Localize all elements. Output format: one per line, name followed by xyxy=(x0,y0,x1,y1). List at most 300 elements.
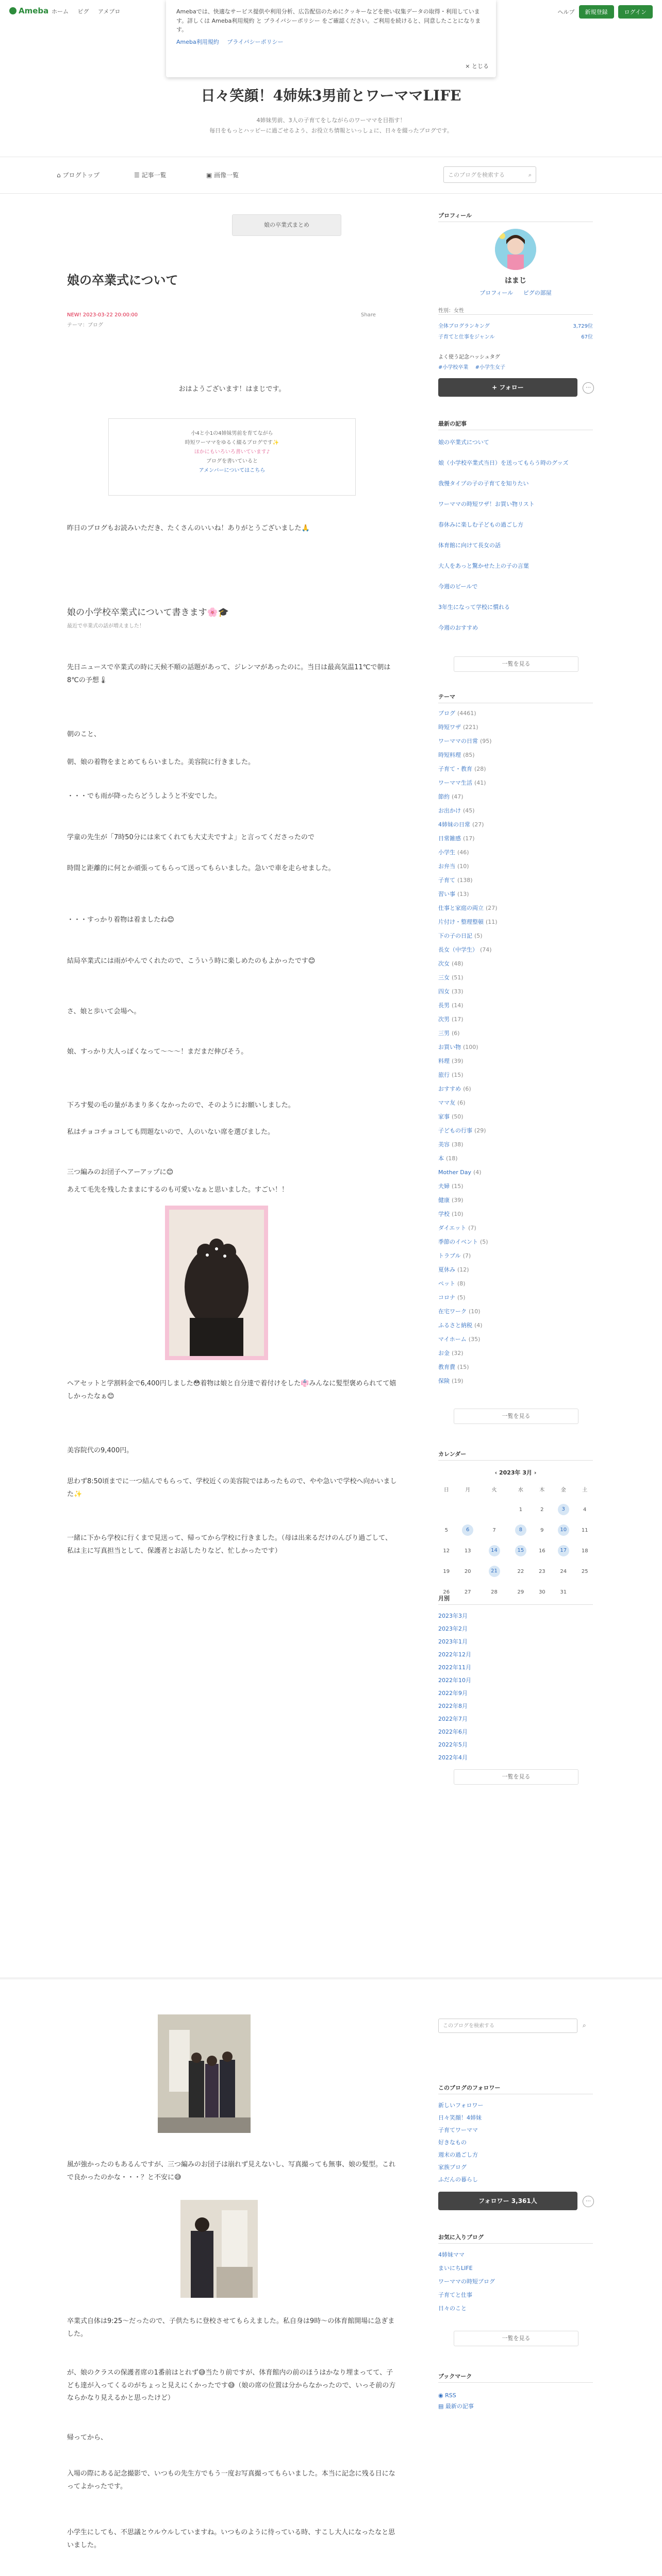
calendar-day-number: 25 xyxy=(581,1568,588,1574)
theme-item-count: (4) xyxy=(473,1169,482,1176)
ameba-logo[interactable] xyxy=(9,6,48,15)
calendar-day[interactable] xyxy=(507,1540,534,1561)
theme-item[interactable] xyxy=(438,766,593,772)
calendar-day xyxy=(507,1499,534,1520)
help-link[interactable]: ヘルプ xyxy=(557,9,575,15)
calendar-weekday: 水 xyxy=(518,1487,523,1493)
calendar-day xyxy=(438,1540,455,1561)
theme-item[interactable] xyxy=(438,1183,593,1190)
paragraph: 帰ってから、 xyxy=(67,2434,108,2442)
profile-name[interactable]: はまじ xyxy=(505,277,526,285)
calendar-month-label: 2023年 3月 xyxy=(499,1469,533,1476)
theme-item[interactable] xyxy=(438,724,593,731)
theme-item[interactable] xyxy=(438,863,593,870)
theme-item[interactable] xyxy=(438,988,593,995)
intro-line-2: 時短ワーママをゆるく綴るブログです✨ xyxy=(185,440,279,446)
notice-close-button[interactable]: × とじる xyxy=(465,63,489,70)
theme-item-label: 家事 xyxy=(438,1113,450,1120)
divider xyxy=(438,1604,593,1605)
theme-item-count: (7) xyxy=(468,1225,476,1231)
theme-item-count: (14) xyxy=(452,1002,464,1009)
amember-link[interactable]: アメンバーについてはこちら xyxy=(198,468,266,473)
calendar-heading: カレンダー xyxy=(438,1451,467,1458)
calendar-day xyxy=(576,1582,593,1602)
theme-item[interactable] xyxy=(438,1169,593,1176)
archive-item[interactable]: 2023年2月 xyxy=(438,1625,468,1632)
avatar-image xyxy=(495,229,536,270)
calendar-weekday: 木 xyxy=(539,1487,545,1493)
theme-item[interactable] xyxy=(438,1294,593,1301)
paragraph: 朝、娘の着物をまとめてもらいました。美容院に行きました。 xyxy=(67,758,255,766)
theme-item[interactable] xyxy=(438,1058,593,1064)
nav-article-list[interactable] xyxy=(134,171,167,179)
theme-item-label: ふるさと納税 xyxy=(438,1322,472,1329)
theme-item-label: Mother Day xyxy=(438,1169,472,1176)
paragraph: 思わず8:50頃までに一つ結んでもらって、学校近くの美容院ではあったもので、やや急いで学校へ向かいました✨ xyxy=(67,1478,397,1498)
theme-item[interactable] xyxy=(438,1308,593,1315)
archive-item[interactable]: 2022年7月 xyxy=(438,1716,468,1722)
theme-item[interactable] xyxy=(438,1280,593,1287)
calendar-day xyxy=(534,1520,551,1540)
paragraph: 先日ニュースで卒業式の時に天候不順の話題があって、ジレンマがあったのに。当日は最高気温11℃で朝は8℃の予想🌡 xyxy=(67,664,391,684)
favorite-item[interactable]: 子育てと仕事 xyxy=(438,2292,472,2298)
bookmark-heading: ブックマーク xyxy=(438,2373,472,2380)
theme-item-label: 長男 xyxy=(438,1002,450,1009)
recent-item[interactable]: 我慢タイプの子の子育てを知りたい xyxy=(438,480,529,487)
theme-item[interactable] xyxy=(438,849,593,856)
theme-item-label: 季節のイベント xyxy=(438,1239,478,1245)
theme-item-count: (29) xyxy=(474,1127,486,1134)
theme-item-count: (18) xyxy=(446,1155,458,1162)
paragraph: あえて毛先を残したままにするのも可愛いなぁと思いました。すごい！！ xyxy=(67,1186,289,1194)
calendar-day xyxy=(481,1582,507,1602)
calendar-day-number: 1 xyxy=(519,1506,523,1513)
terms-link[interactable]: Ameba利用規約 xyxy=(176,38,219,45)
theme-button[interactable]: 娘の卒業式まとめ xyxy=(232,214,341,236)
paragraph: 下ろす髪の毛の量があまり多くなかったので、そのようにお願いしました。 xyxy=(67,1101,295,1109)
favorite-item[interactable]: 日々のこと xyxy=(438,2305,467,2312)
paragraph: 私はチョコチョコしても問題ないので、人のいない席を選びました。 xyxy=(67,1128,274,1136)
more-options-icon[interactable]: ⋯ xyxy=(583,382,594,394)
archive-item[interactable]: 2022年6月 xyxy=(438,1728,468,1735)
ranking-row[interactable] xyxy=(438,321,593,329)
calendar-day-number: 30 xyxy=(538,1589,545,1595)
theme-item-label: 子育て xyxy=(438,877,455,884)
paragraph: 朝のこと、 xyxy=(67,731,101,738)
hairstyle-photo[interactable] xyxy=(165,1206,268,1360)
paragraph: 卒業式自体は9:25〜だったので、子供たちに登校させてもらえました。私自身は9時〜の体育館開場に急ぎました。 xyxy=(67,2317,395,2338)
archive-item[interactable]: 2022年12月 xyxy=(438,1651,471,1658)
theme-item-label: 健康 xyxy=(438,1197,450,1204)
theme-item-label: 仕事と家庭の両立 xyxy=(438,905,484,911)
calendar-day[interactable] xyxy=(550,1520,576,1540)
theme-item[interactable] xyxy=(438,1225,593,1231)
theme-item-count: (85) xyxy=(463,752,475,758)
theme-item-count: (39) xyxy=(452,1197,464,1204)
theme-item-count: (48) xyxy=(452,960,464,967)
theme-item-label: 四女 xyxy=(438,988,450,995)
theme-item[interactable] xyxy=(438,905,593,911)
nav-image-list[interactable] xyxy=(206,171,239,179)
theme-item[interactable] xyxy=(438,1113,593,1120)
theme-item-count: (11) xyxy=(486,919,498,925)
theme-item[interactable] xyxy=(438,1266,593,1273)
reader-item[interactable]: ふだんの暮らし xyxy=(438,2176,478,2183)
theme-item[interactable] xyxy=(438,933,593,939)
calendar-weekday: 月 xyxy=(465,1487,471,1493)
theme-item-label: おすすめ xyxy=(438,1086,461,1092)
theme-item-count: (47) xyxy=(452,793,464,800)
theme-item[interactable] xyxy=(438,1016,593,1023)
blog-description-line-1: 4姉妹男前、3人の子育てをしながらのワーママを目指す！ xyxy=(256,117,406,124)
cookie-notice-text: Amebaでは、快適なサービス提供や利用分析、広告配信のためにクッキーなどを使い収集データの取得・利用しています。詳しくは Ameba利用規約 と プライバシーポリシー をご確認ください。ご利用を続けると、同意したことになります。 xyxy=(176,8,481,33)
theme-item-count: (4461) xyxy=(457,710,476,717)
latest-link[interactable] xyxy=(438,2401,474,2412)
intro-line-4: ブログを書いていると xyxy=(206,459,258,464)
calendar-day xyxy=(455,1540,481,1561)
ranking-label: 全体ブログランキング xyxy=(438,324,490,329)
theme-item[interactable] xyxy=(438,1002,593,1009)
latest-label: 最新の記事 xyxy=(445,2402,474,2410)
recent-more-button[interactable]: 一覧を見る xyxy=(454,656,578,672)
theme-item[interactable] xyxy=(438,1044,593,1050)
sidebar-search-placeholder: このブログを検索する xyxy=(443,2023,494,2029)
theme-item[interactable] xyxy=(438,793,593,800)
reader-item[interactable]: 子育てワーママ xyxy=(438,2127,478,2133)
ranking-row[interactable] xyxy=(438,332,593,340)
top-nav-ameblo[interactable]: アメブロ xyxy=(98,8,121,15)
theme-item-count: (45) xyxy=(463,807,475,814)
archive-item[interactable]: 2022年10月 xyxy=(438,1677,471,1684)
calendar-day xyxy=(534,1582,551,1602)
theme-item-count: (19) xyxy=(452,1378,464,1384)
theme-item-count: (221) xyxy=(463,724,478,731)
rss-link[interactable] xyxy=(438,2391,474,2401)
profile-links xyxy=(438,289,593,297)
ameba-logo-icon xyxy=(9,7,16,14)
nav-blog-top[interactable] xyxy=(57,171,100,179)
theme-item-count: (13) xyxy=(457,891,469,897)
calendar-day xyxy=(455,1582,481,1602)
theme-item-count: (10) xyxy=(457,863,469,870)
theme-item[interactable] xyxy=(438,821,593,828)
theme-item[interactable] xyxy=(438,1086,593,1092)
theme-item-label: 教育費 xyxy=(438,1364,455,1370)
hashtag-item[interactable]: #小学校卒業 xyxy=(438,365,469,370)
recent-item[interactable]: 今週のおすすめ xyxy=(438,624,478,631)
greeting: おはようございます！はまじです。 xyxy=(178,385,286,393)
archive-item[interactable]: 2022年11月 xyxy=(438,1664,471,1671)
theme-item[interactable] xyxy=(438,1364,593,1370)
graduation-photo-1[interactable] xyxy=(158,2014,251,2133)
theme-item-label: 旅行 xyxy=(438,1072,450,1078)
favorite-item[interactable]: まいにちLIFE xyxy=(438,2265,473,2272)
graduation-photo-2-image xyxy=(180,2200,258,2298)
chevron-left-icon[interactable]: ‹ xyxy=(494,1469,499,1476)
hashtag-list xyxy=(438,363,505,370)
archive-item[interactable]: 2022年4月 xyxy=(438,1754,468,1761)
archive-item[interactable]: 2022年5月 xyxy=(438,1741,468,1748)
theme-item-label: 料理 xyxy=(438,1058,450,1064)
search-icon[interactable]: ⌕ xyxy=(583,2022,586,2029)
theme-item-count: (17) xyxy=(452,1016,464,1023)
blog-title[interactable]: 日々笑顔！4姉妹3男前とワーママLIFE xyxy=(201,87,461,104)
theme-item-label: ブログ xyxy=(438,710,455,717)
theme-item[interactable] xyxy=(438,877,593,884)
profile-heading: プロフィール xyxy=(438,212,472,219)
recent-item[interactable]: 体育館に向けて長女の話 xyxy=(438,542,501,549)
calendar-day xyxy=(438,1561,455,1582)
calendar-day[interactable] xyxy=(507,1520,534,1540)
calendar-day-number: 9 xyxy=(540,1527,544,1533)
section-heading: 娘の小学校卒業式について書きます🌸🎓 xyxy=(67,607,229,618)
recent-item[interactable]: 春休みに楽しむ子どもの過ごし方 xyxy=(438,521,523,528)
favorite-more-button[interactable]: 一覧を見る xyxy=(454,2331,578,2346)
theme-item-label: 子どもの行事 xyxy=(438,1127,472,1134)
archive-item[interactable]: 2023年1月 xyxy=(438,1638,468,1645)
theme-item[interactable] xyxy=(438,1141,593,1148)
reader-item[interactable]: 週末の過ごし方 xyxy=(438,2151,478,2158)
hairstyle-photo-image xyxy=(169,1210,264,1356)
hashtag-item[interactable]: #小学生女子 xyxy=(475,365,505,370)
calendar-day-number: 7 xyxy=(492,1527,496,1533)
paragraph: ・・・でも雨が降ったらどうしようと不安でした。 xyxy=(67,792,222,800)
intro-line-1: 小4と小1の4姉妹男前を育てながら xyxy=(191,431,273,436)
nav-blog-top-label: ブログトップ xyxy=(62,172,100,179)
paragraph: 時間と距離的に何とか頑張ってもらって送ってもらいました。急いで車を走らせました。 xyxy=(67,865,335,872)
theme-item[interactable] xyxy=(438,779,593,786)
profile-link[interactable]: プロフィール xyxy=(479,290,514,296)
avatar[interactable] xyxy=(495,229,536,270)
calendar-day-number: 16 xyxy=(538,1548,545,1554)
theme-item-label: 三女 xyxy=(438,974,450,981)
login-button[interactable]: ログイン xyxy=(618,5,653,19)
calendar-day xyxy=(438,1520,455,1540)
chevron-right-icon[interactable]: › xyxy=(532,1469,537,1476)
theme-item[interactable] xyxy=(438,710,593,717)
theme-item-count: (41) xyxy=(474,779,486,786)
signup-button[interactable]: 新規登録 xyxy=(579,5,614,19)
theme-item[interactable] xyxy=(438,1155,593,1162)
theme-item-count: (95) xyxy=(480,738,492,744)
calendar-day xyxy=(507,1561,534,1582)
theme-item-label: トラブル xyxy=(438,1252,461,1259)
calendar-day-number: 4 xyxy=(583,1506,587,1513)
home-icon: ⌂ xyxy=(57,172,63,179)
paragraph: 昨日のブログもお読みいただき、たくさんのいいね！ありがとうございました🙏 xyxy=(67,524,310,532)
graduation-photo-2[interactable] xyxy=(180,2200,258,2298)
paragraph: 一緒に下から学校に行くまで見送って、帰ってから学校に行きました。（母は出来るだけのんびり過ごして、私は主に写真担当として、保護者とお話したりなど、忙しかったです） xyxy=(67,1534,392,1555)
theme-item-label: 長女（中学生） xyxy=(438,946,478,953)
pigg-room-link[interactable]: ピグの部屋 xyxy=(523,290,552,296)
calendar-day-number: 8 xyxy=(515,1524,526,1536)
blog-search-input[interactable] xyxy=(443,166,536,183)
theme-item-label: 夏休み xyxy=(438,1266,455,1273)
theme-item[interactable] xyxy=(438,1197,593,1204)
calendar-day xyxy=(455,1499,481,1520)
intro-line-3: ほかにもいろいろ書いています♪ xyxy=(194,449,270,455)
calendar-day[interactable] xyxy=(550,1499,576,1520)
theme-item[interactable] xyxy=(438,1072,593,1078)
theme-item-label: 時短料理 xyxy=(438,752,461,758)
share-button[interactable]: Share xyxy=(361,312,376,318)
calendar-day[interactable] xyxy=(481,1561,507,1582)
theme-more-button[interactable]: 一覧を見る xyxy=(454,1409,578,1424)
theme-item[interactable] xyxy=(438,1127,593,1134)
theme-item[interactable] xyxy=(438,919,593,925)
follower-button[interactable]: フォロワー 3,361人 xyxy=(438,2192,577,2210)
ranking-label: 子育てと仕事をジャンル xyxy=(438,334,495,340)
theme-item-label: コロナ xyxy=(438,1294,455,1301)
theme-item-label: 日常雑感 xyxy=(438,835,461,842)
calendar-day-number: 5 xyxy=(444,1527,448,1533)
paragraph: が、娘のクラスの保護者席の1番前はとれず😅当たり前ですが、体育館内の前のほうはかなり埋まってて、子ども達が入ってくるのがちょっと見えにくかったです😅（娘の席の位置は分からなかったので、いっそ前の方ならかなり見えるかと思ったけど） xyxy=(67,2369,396,2402)
calendar-day-number: 6 xyxy=(462,1524,473,1536)
theme-item[interactable] xyxy=(438,1322,593,1329)
theme-item-label: ダイエット xyxy=(438,1225,467,1231)
calendar-day[interactable] xyxy=(481,1540,507,1561)
theme-item[interactable] xyxy=(438,1252,593,1259)
theme-item[interactable] xyxy=(438,752,593,758)
reader-item[interactable]: 新しいフォロワー xyxy=(438,2102,484,2109)
top-nav-pigg[interactable]: ピグ xyxy=(77,8,89,15)
theme-item[interactable] xyxy=(438,1030,593,1037)
theme-item[interactable] xyxy=(438,1350,593,1357)
recent-item[interactable]: 大人をあっと驚かせた上の子の言葉 xyxy=(438,563,529,569)
search-icon[interactable]: ⌕ xyxy=(528,172,532,178)
calendar-day-number: 22 xyxy=(517,1568,524,1574)
theme-item-count: (6) xyxy=(452,1030,460,1037)
theme-item-count: (28) xyxy=(474,766,486,772)
follow-button[interactable]: + フォロー xyxy=(438,378,577,397)
paragraph: 美容院代の9,400円。 xyxy=(67,1447,134,1454)
theme-item-label: お金 xyxy=(438,1350,450,1357)
theme-item-count: (100) xyxy=(463,1044,478,1050)
paragraph: 風が強かったのもあるんですが、三つ編みのお団子は崩れず見えないし、写真撮っても無事、娘の髪型。これで良かったのかな・・・？と不安に😅 xyxy=(67,2161,396,2181)
theme-item-count: (35) xyxy=(468,1336,481,1343)
graduation-photo-1-image xyxy=(158,2014,251,2133)
theme-item-count: (17) xyxy=(463,835,475,842)
theme-item-count: (5) xyxy=(474,933,483,939)
paragraph: さ、娘と歩いて会場へ。 xyxy=(67,1008,141,1015)
article-date xyxy=(67,312,376,318)
theme-item-count: (6) xyxy=(457,1099,466,1106)
theme-item[interactable] xyxy=(438,1336,593,1343)
calendar-day[interactable] xyxy=(550,1540,576,1561)
calendar-day-number: 10 xyxy=(558,1524,569,1536)
divider xyxy=(438,2243,593,2244)
theme-item-label: マイホーム xyxy=(438,1336,467,1343)
top-nav-home[interactable]: ホーム xyxy=(52,8,69,15)
calendar-day xyxy=(550,1561,576,1582)
reader-item[interactable]: 家族ブログ xyxy=(438,2164,467,2171)
theme-item-label: ワーママ生活 xyxy=(438,779,472,786)
paragraph: ・・・すっかり着物は着ましたね😊 xyxy=(67,916,174,924)
calendar-day xyxy=(481,1499,507,1520)
archive-heading: 月別 xyxy=(438,1595,450,1602)
more-options-icon[interactable]: ⋯ xyxy=(583,2196,594,2207)
calendar-day-number: 15 xyxy=(515,1545,526,1556)
calendar-day[interactable] xyxy=(455,1520,481,1540)
paragraph: ヘアセットと学割料金で6,400円しました😳着物は娘と自分達で着付けをした👘みんなに髪型褒められてて嬉しかったなぁ😊 xyxy=(67,1380,396,1400)
rss-icon: ◉ xyxy=(438,2392,445,2399)
paragraph: 三つ編みのお団子ヘアーアップに😊 xyxy=(67,1168,174,1176)
hashtag-heading: よく使う記念ハッシュタグ xyxy=(438,354,500,360)
calendar-day xyxy=(576,1540,593,1561)
theme-item-count: (138) xyxy=(457,877,473,884)
favorite-item[interactable]: 4姉妹ママ xyxy=(438,2251,465,2258)
theme-item[interactable] xyxy=(438,946,593,953)
reader-item[interactable]: 日々笑顔！4姉妹 xyxy=(438,2114,482,2121)
theme-item[interactable] xyxy=(438,1239,593,1245)
theme-item-label: 本 xyxy=(438,1155,444,1162)
recent-item[interactable]: 娘の卒業式について xyxy=(438,439,489,446)
archive-more-button[interactable]: 一覧を見る xyxy=(454,1769,578,1785)
theme-item-label: 夫婦 xyxy=(438,1183,450,1190)
theme-item-count: (5) xyxy=(457,1294,466,1301)
paragraph: 入場の際にある記念撮影で、いつもの先生方でもう一度お写真撮ってもらいました。本当に記念に残る日になってよかったです。 xyxy=(67,2470,395,2490)
calendar-day xyxy=(507,1582,534,1602)
theme-item[interactable] xyxy=(438,1211,593,1217)
favorite-item[interactable]: ワーママの時短ブログ xyxy=(438,2278,495,2285)
theme-item[interactable] xyxy=(438,960,593,967)
calendar-day-number: 31 xyxy=(560,1589,567,1595)
theme-item-count: (46) xyxy=(457,849,469,856)
paragraph: 娘、すっかり大人っぽくなって〜〜〜！まだまだ伸びそう。 xyxy=(67,1048,248,1056)
ameba-logo-text: Ameba xyxy=(19,6,49,15)
calendar-day-number: 29 xyxy=(517,1589,524,1595)
recent-item[interactable]: 今週のビールで xyxy=(438,583,478,590)
list-icon: ☰ xyxy=(134,172,142,179)
sidebar-search-input[interactable] xyxy=(438,2019,577,2033)
theme-item-label: 三男 xyxy=(438,1030,450,1037)
calendar-day xyxy=(576,1499,593,1520)
theme-item-count: (38) xyxy=(452,1141,464,1148)
theme-item[interactable] xyxy=(438,807,593,814)
theme-item[interactable] xyxy=(438,974,593,981)
theme-item-count: (33) xyxy=(452,988,464,995)
theme-item[interactable] xyxy=(438,891,593,897)
recent-item[interactable]: ワーママの時短ワザ！お買い物リスト xyxy=(438,501,535,507)
calendar-month xyxy=(438,1468,593,1477)
theme-item-label: 下の子の日記 xyxy=(438,933,472,939)
calendar-weekday: 火 xyxy=(491,1487,497,1493)
article-theme[interactable]: テーマ：ブログ xyxy=(67,323,103,328)
calendar-day-number: 27 xyxy=(464,1589,471,1595)
article-title[interactable]: 娘の卒業式について xyxy=(67,273,178,287)
theme-item-label: 子育て・教育 xyxy=(438,766,472,772)
theme-item-count: (10) xyxy=(452,1211,464,1217)
theme-item-label: 4姉妹の日常 xyxy=(438,821,470,828)
theme-item-count: (27) xyxy=(472,821,484,828)
theme-item[interactable] xyxy=(438,1099,593,1106)
theme-item-label: お買い物 xyxy=(438,1044,461,1050)
privacy-link[interactable]: プライバシーポリシー xyxy=(227,38,284,45)
image-icon: ▣ xyxy=(206,172,214,179)
theme-item[interactable] xyxy=(438,738,593,744)
blog-description-line-2: 毎日をもっとハッピーに過ごせるよう、お役立ち情報といっしょに、日々を綴ったブログです。 xyxy=(209,127,453,134)
recent-item[interactable]: 3年生になって学校に慣れる xyxy=(438,604,510,611)
recent-item[interactable]: 娘（小学校卒業式当日）を送ってもらう時のグッズ xyxy=(438,460,569,466)
theme-item[interactable] xyxy=(438,835,593,842)
archive-item[interactable]: 2023年3月 xyxy=(438,1613,468,1619)
reader-item[interactable]: 好きなもの xyxy=(438,2139,467,2146)
page-divider xyxy=(0,1977,662,1979)
theme-item[interactable] xyxy=(438,1378,593,1384)
archive-item[interactable]: 2022年9月 xyxy=(438,1690,468,1697)
archive-item[interactable]: 2022年8月 xyxy=(438,1703,468,1709)
theme-item-count: (10) xyxy=(469,1308,481,1315)
